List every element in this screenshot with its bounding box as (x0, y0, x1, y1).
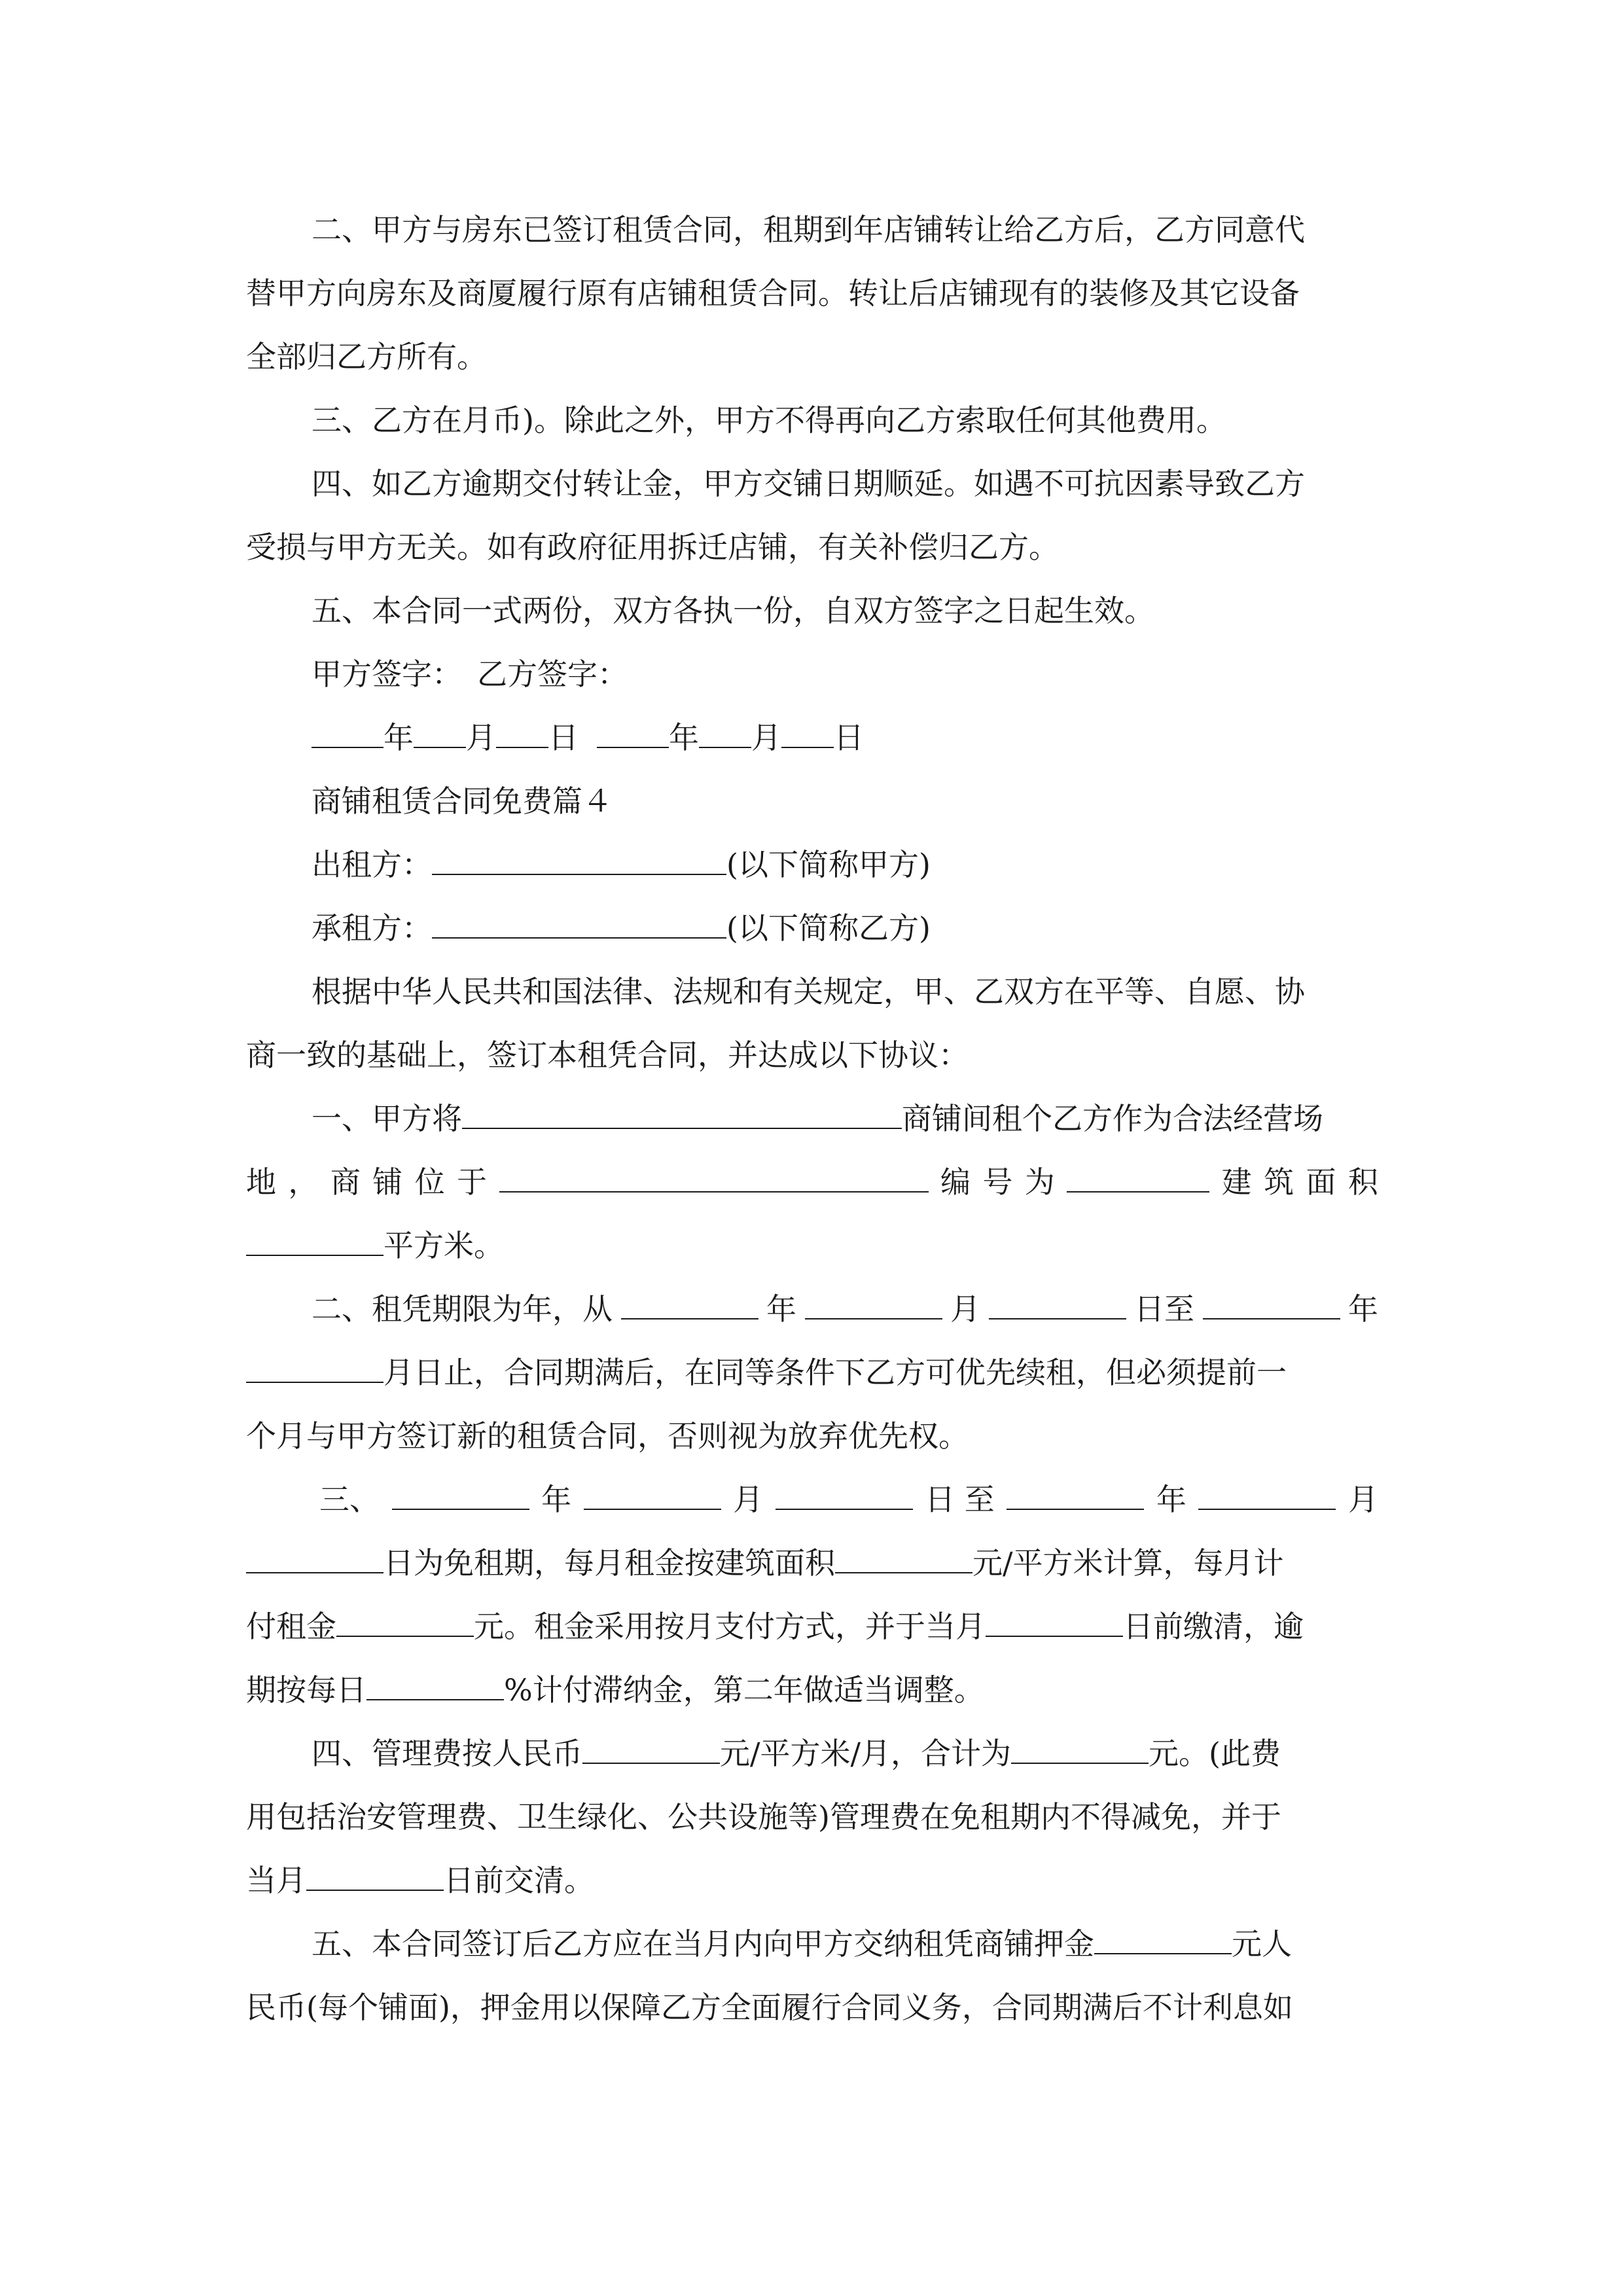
paragraph-line: 根据中华人民共和国法律、法规和有关规定，甲、乙双方在平等、自愿、协 (312, 974, 1305, 1009)
clause-text: 三、 (319, 1482, 380, 1517)
blank-field (621, 1292, 758, 1319)
clause-text: 月 (733, 1482, 764, 1517)
clause-char: 地 (246, 1164, 276, 1200)
signature-labels: 甲方签字： 乙方签字： (312, 656, 628, 692)
blank-field (246, 1546, 383, 1573)
clause-text: 年 (1348, 1291, 1378, 1327)
blank-field (1011, 1736, 1149, 1764)
clause-1-line-3 (246, 1219, 1378, 1272)
blank-field (414, 721, 466, 748)
blank-field (781, 721, 834, 748)
signature-date-line (312, 711, 1378, 764)
clause-text: 日前交清。 (444, 1863, 594, 1898)
blank-field (835, 1546, 972, 1573)
paragraph-line: 五、本合同一式两份，双方各执一份，自双方签字之日起生效。 (312, 593, 1154, 628)
clause-char: 筑 (1264, 1164, 1294, 1200)
clause-text: 年 (541, 1482, 572, 1517)
blank-field (776, 1482, 913, 1510)
blank-field (582, 1736, 720, 1764)
paragraph-line: 二、甲方与房东已签订租赁合同，租期到年店铺转让给乙方后，乙方同意代 (312, 212, 1305, 247)
paragraph-line: 替甲方向房东及商厦履行原有店铺租赁合同。转让后店铺现有的装修及其它设备 (246, 276, 1300, 311)
blank-field (1094, 1927, 1232, 1954)
blank-field (432, 848, 726, 875)
clause-4-line-3 (246, 1854, 1378, 1907)
lessor-line (312, 838, 1378, 891)
clause-char: 号 (982, 1164, 1013, 1200)
clause-char: 为 (1024, 1164, 1055, 1200)
clause-text: 五、本合同签订后乙方应在当月内向甲方交纳租凭商铺押金 (312, 1926, 1094, 1962)
clause-text: 付租金 (246, 1609, 336, 1644)
clause-char: 编 (940, 1164, 971, 1200)
paragraph-line: 四、如乙方逾期交付转让金，甲方交铺日期顺延。如遇不可抗因素导致乙方 (312, 466, 1305, 501)
clause-text: %计付滞纳金，第二年做适当调整。 (504, 1672, 984, 1708)
clause-text: 日 至 (925, 1482, 995, 1517)
blank-field (1203, 1292, 1340, 1319)
paragraph-line: 受损与甲方无关。如有政府征用拆迁店铺，有关补偿归乙方。 (246, 529, 1059, 565)
blank-field (246, 1355, 383, 1383)
blank-field (366, 1673, 504, 1700)
blank-field (986, 1609, 1123, 1637)
clause-3-line-1 (319, 1473, 1378, 1526)
clause-text: 日前缴清，逾 (1123, 1609, 1304, 1644)
clause-char: ， (288, 1164, 319, 1200)
blank-field (699, 721, 751, 748)
paragraph-line: 个月与甲方签订新的租赁合同，否则视为放弃优先权。 (246, 1418, 969, 1454)
date-day-label: 日 (548, 720, 579, 755)
date-month-label: 月 (751, 720, 781, 755)
paragraph-line: 全部归乙方所有。 (246, 339, 487, 374)
clause-text: 元。租金采用按月支付方式，并于当月 (474, 1609, 986, 1644)
blank-field (336, 1609, 474, 1637)
clause-text: 日为免租期，每月租金按建筑面积 (383, 1545, 835, 1581)
clause-text: 日至 (1134, 1291, 1194, 1327)
blank-field (989, 1292, 1126, 1319)
clause-text: 期按每日 (246, 1672, 366, 1708)
blank-field (392, 1482, 529, 1510)
date-month-label: 月 (466, 720, 496, 755)
blank-field (462, 1102, 902, 1129)
blank-field (1067, 1165, 1209, 1193)
clause-text: 月日止，合同期满后，在同等条件下乙方可优先续租，但必须提前一 (383, 1355, 1287, 1390)
date-year-label: 年 (669, 720, 699, 755)
clause-4-line-1 (312, 1727, 1378, 1780)
clause-text: 元/平方米计算，每月计 (972, 1545, 1284, 1581)
paragraph-line: 商一致的基础上，签订本租凭合同，并达成以下协议： (246, 1037, 969, 1073)
blank-field (597, 721, 669, 748)
paragraph-line: 民币(每个铺面)，押金用以保障乙方全面履行合同义务，合同期满后不计利息如 (246, 1990, 1293, 2025)
clause-text: 月 (1347, 1482, 1378, 1517)
blank-field (306, 1863, 444, 1891)
clause-2-line-2 (246, 1346, 1378, 1399)
clause-text: 元人 (1232, 1926, 1292, 1962)
lessee-label: 承租方： (312, 910, 432, 946)
clause-3-line-3 (246, 1600, 1378, 1653)
clause-text: 年 (766, 1291, 796, 1327)
blank-field (432, 911, 726, 939)
clause-3-line-4 (246, 1664, 1378, 1716)
clause-text: 二、租凭期限为年，从 (312, 1291, 613, 1327)
lessor-suffix: (以下简称甲方) (726, 847, 931, 882)
clause-3-line-2 (246, 1537, 1378, 1589)
date-day-label: 日 (834, 720, 864, 755)
clause-text: 一、甲方将 (312, 1101, 462, 1136)
clause-char: 面 (1306, 1164, 1336, 1200)
blank-field (805, 1292, 942, 1319)
blank-field (499, 1165, 929, 1193)
clause-char: 位 (414, 1164, 445, 1200)
blank-field (246, 1229, 383, 1256)
clause-text: 当月 (246, 1863, 306, 1898)
blank-field (312, 721, 383, 748)
clause-5-line-1 (312, 1918, 1378, 1970)
clause-text: 月 (950, 1291, 980, 1327)
paragraph-line: 三、乙方在月币)。除此之外，甲方不得再向乙方索取任何其他费用。 (312, 403, 1226, 438)
clause-char: 积 (1347, 1164, 1378, 1200)
clause-char: 于 (457, 1164, 488, 1200)
lessor-label: 出租方： (312, 847, 432, 882)
blank-field (1198, 1482, 1336, 1510)
clause-text: 四、管理费按人民币 (312, 1736, 582, 1771)
clause-1-line-2 (246, 1156, 1378, 1208)
clause-text: 商铺间租个乙方作为合法经营场 (902, 1101, 1323, 1136)
clause-text: 元。(此费 (1149, 1736, 1281, 1771)
clause-2-line-1 (312, 1283, 1378, 1335)
clause-char: 铺 (372, 1164, 403, 1200)
clause-char: 建 (1221, 1164, 1252, 1200)
clause-text: 年 (1156, 1482, 1186, 1517)
lessee-suffix: (以下简称乙方) (726, 910, 931, 946)
clause-text: 平方米。 (383, 1228, 504, 1263)
paragraph-line: 用包括治安管理费、卫生绿化、公共设施等)管理费在免租期内不得减免，并于 (246, 1799, 1281, 1835)
clause-1-line-1 (312, 1092, 1378, 1145)
blank-field (584, 1482, 721, 1510)
blank-field (1007, 1482, 1144, 1510)
clause-char: 商 (330, 1164, 361, 1200)
clause-text: 元/平方米/月，合计为 (720, 1736, 1011, 1771)
blank-field (496, 721, 548, 748)
date-year-label: 年 (383, 720, 414, 755)
section-title: 商铺租赁合同免费篇４ (312, 783, 613, 819)
lessee-line (312, 902, 1378, 954)
